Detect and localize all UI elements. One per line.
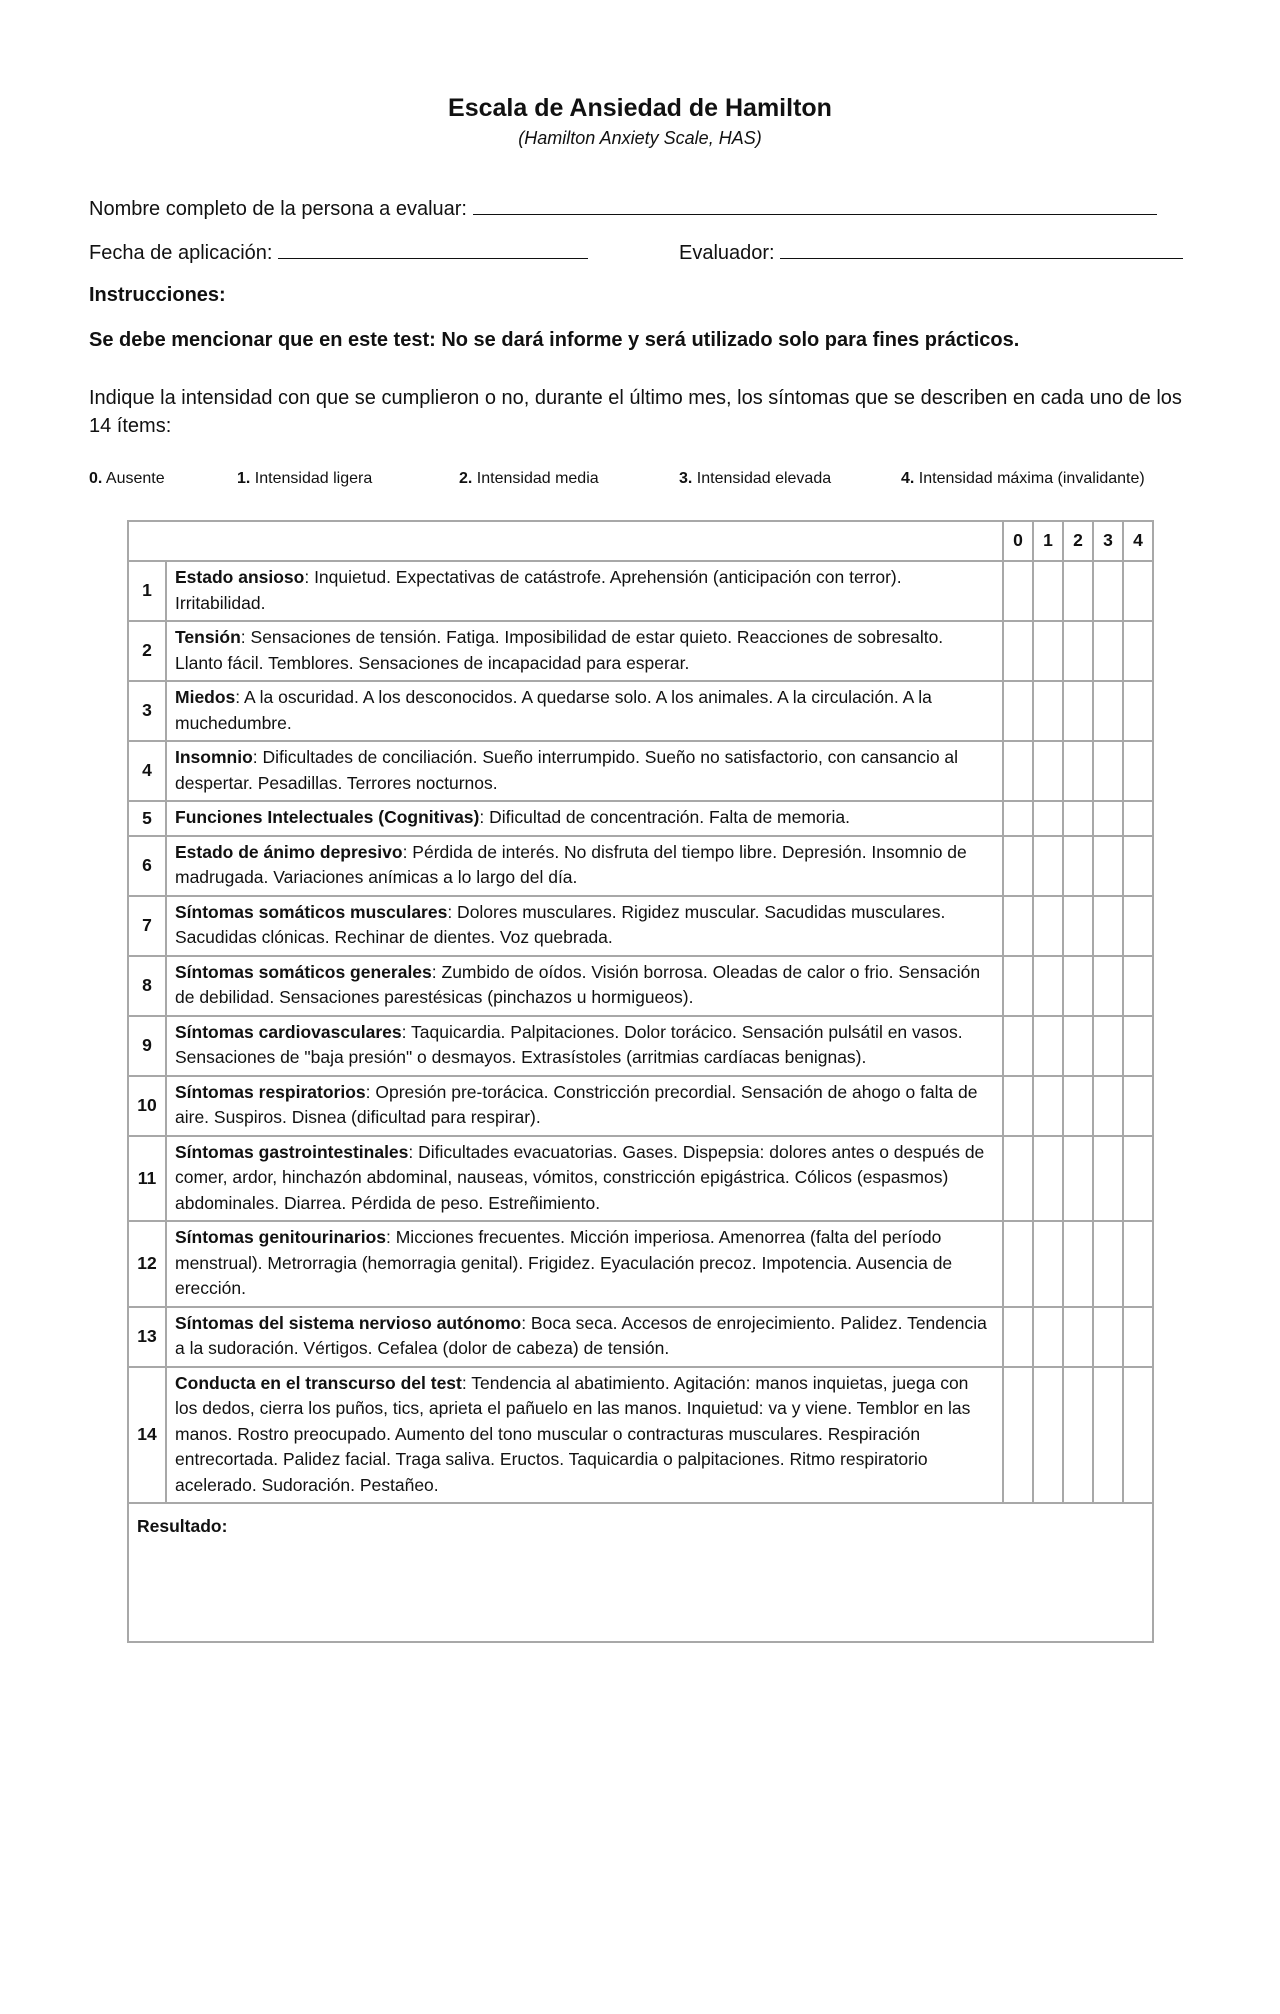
- item-term: Estado ansioso: [175, 567, 305, 587]
- scale-num: 1.: [237, 470, 251, 487]
- score-box-0[interactable]: [1003, 1136, 1033, 1222]
- table-header-row: [128, 521, 1153, 561]
- table-row: [128, 621, 1153, 681]
- score-box-4[interactable]: [1123, 836, 1153, 896]
- item-description: [166, 1136, 1003, 1222]
- score-box-3[interactable]: [1093, 741, 1123, 801]
- scale-label: Intensidad elevada: [696, 470, 832, 487]
- score-box-2[interactable]: [1063, 1307, 1093, 1367]
- item-number: 11: [128, 1136, 166, 1222]
- score-box-0[interactable]: [1003, 1367, 1033, 1504]
- result-label: Resultado:: [137, 1516, 228, 1536]
- score-box-1[interactable]: [1033, 621, 1063, 681]
- item-text: : Zumbido de oídos. Visión borrosa. Oleadas de calor o frio. Sensación de debilidad. Sensaciones parestésicas (pinchazos u hormigueos).: [175, 961, 981, 1007]
- item-text: : Inquietud. Expectativas de catástrofe. Aprehensión (anticipación con terror). Irritabilidad.: [175, 567, 902, 613]
- date-blank[interactable]: [278, 240, 588, 259]
- table-row: [128, 836, 1153, 896]
- scale-num: 3.: [679, 470, 693, 487]
- notice-text: Se debe mencionar que en este test: No se dará informe y será utilizado solo para fines prácticos.: [89, 329, 1020, 351]
- score-box-2[interactable]: [1063, 1367, 1093, 1504]
- item-number: 10: [128, 1076, 166, 1136]
- score-box-1[interactable]: [1033, 741, 1063, 801]
- item-description: [166, 1221, 1003, 1307]
- table-row: [128, 1367, 1153, 1504]
- item-term: Conducta en el transcurso del test: [175, 1372, 462, 1393]
- item-term: Síntomas somáticos generales: [175, 961, 432, 982]
- table-row: [128, 741, 1153, 801]
- item-term: Síntomas somáticos musculares: [175, 901, 448, 922]
- item-description: [166, 801, 1003, 836]
- table-row: [128, 1221, 1153, 1307]
- score-box-0[interactable]: [1003, 681, 1033, 741]
- score-box-0[interactable]: [1003, 741, 1033, 801]
- evaluator-field-row: [679, 240, 1183, 265]
- item-text: : Dificultad de concentración. Falta de memoria.: [479, 807, 850, 827]
- item-number: 1: [128, 561, 166, 621]
- item-description: [166, 1367, 1003, 1504]
- score-box-2[interactable]: [1063, 1076, 1093, 1136]
- table-row: [128, 1016, 1153, 1076]
- header-blank-cell: [128, 521, 1003, 561]
- score-box-4[interactable]: [1123, 801, 1153, 836]
- score-box-3[interactable]: [1093, 836, 1123, 896]
- score-box-1[interactable]: [1033, 1076, 1063, 1136]
- item-description: [166, 681, 1003, 741]
- score-box-0[interactable]: [1003, 561, 1033, 621]
- scale-label: Ausente: [105, 470, 165, 487]
- score-header-1: 1: [1033, 521, 1063, 561]
- score-box-1[interactable]: [1033, 1307, 1063, 1367]
- item-description: [166, 896, 1003, 956]
- score-box-2[interactable]: [1063, 681, 1093, 741]
- scale-num: 4.: [901, 470, 915, 487]
- table-row: [128, 956, 1153, 1016]
- score-box-4[interactable]: [1123, 1136, 1153, 1222]
- score-box-3[interactable]: [1093, 1367, 1123, 1504]
- scale-num: 0.: [89, 470, 103, 487]
- score-box-0[interactable]: [1003, 1307, 1033, 1367]
- item-number: 7: [128, 896, 166, 956]
- result-row: [128, 1503, 1153, 1642]
- score-box-3[interactable]: [1093, 1307, 1123, 1367]
- table-row: [128, 561, 1153, 621]
- score-box-4[interactable]: [1123, 896, 1153, 956]
- item-term: Insomnio: [175, 747, 253, 767]
- score-box-0[interactable]: [1003, 896, 1033, 956]
- table-row: [128, 801, 1153, 836]
- score-box-0[interactable]: [1003, 1076, 1033, 1136]
- intro-text: Indique la intensidad con que se cumplieron o no, durante el último mes, los síntomas que se describen en cada uno de los 14 ítems:: [89, 387, 1182, 437]
- instructions-heading: Instrucciones:: [89, 284, 226, 306]
- item-text: : Dificultades de conciliación. Sueño interrumpido. Sueño no satisfactorio, con cansancio al despertar. Pesadillas. Terrores nocturnos.: [175, 747, 959, 793]
- score-box-3[interactable]: [1093, 896, 1123, 956]
- score-box-3[interactable]: [1093, 801, 1123, 836]
- score-box-1[interactable]: [1033, 1016, 1063, 1076]
- item-text: : Pérdida de interés. No disfruta del tiempo libre. Depresión. Insomnio de madrugada. Variaciones anímicas a lo largo del día.: [175, 841, 967, 887]
- scale-item-4: [901, 470, 1145, 488]
- score-box-2[interactable]: [1063, 801, 1093, 836]
- table-row: [128, 896, 1153, 956]
- item-term: Tensión: [175, 627, 241, 647]
- item-description: [166, 1016, 1003, 1076]
- score-box-2[interactable]: [1063, 956, 1093, 1016]
- item-description: [166, 836, 1003, 896]
- item-text: : Opresión pre-torácica. Constricción precordial. Sensación de ahogo o falta de aire. Suspiros. Disnea (dificultad para respirar).: [175, 1081, 978, 1127]
- scale-label: Intensidad media: [476, 470, 599, 487]
- score-box-2[interactable]: [1063, 741, 1093, 801]
- item-description: [166, 1307, 1003, 1367]
- table-row: [128, 1307, 1153, 1367]
- scale-item-2: [459, 470, 599, 488]
- item-number: 8: [128, 956, 166, 1016]
- scale-num: 2.: [459, 470, 473, 487]
- item-number: 3: [128, 681, 166, 741]
- scale-item-3: [679, 470, 831, 488]
- score-box-1[interactable]: [1033, 896, 1063, 956]
- score-box-2[interactable]: [1063, 836, 1093, 896]
- score-box-0[interactable]: [1003, 801, 1033, 836]
- score-box-0[interactable]: [1003, 836, 1033, 896]
- item-term: Funciones Intelectuales (Cognitivas): [175, 807, 480, 827]
- scale-item-0: [89, 470, 165, 488]
- score-box-2[interactable]: [1063, 621, 1093, 681]
- score-box-2[interactable]: [1063, 1136, 1093, 1222]
- name-field-row: [89, 196, 1157, 221]
- page-title: Escala de Ansiedad de Hamilton: [448, 94, 832, 122]
- item-term: Estado de ánimo depresivo: [175, 841, 403, 862]
- hamilton-scale-table: [127, 520, 1154, 1643]
- score-box-3[interactable]: [1093, 1076, 1123, 1136]
- name-blank[interactable]: [473, 196, 1157, 215]
- scale-item-1: [237, 470, 372, 488]
- item-text: : Micciones frecuentes. Micción imperiosa. Amenorrea (falta del período menstrual). Metrorragia (hemorragia genital). Frigidez. Eyaculación precoz. Impotencia. Ausencia de erección.: [175, 1227, 953, 1298]
- score-box-4[interactable]: [1123, 1367, 1153, 1504]
- table-row: [128, 1076, 1153, 1136]
- score-box-3[interactable]: [1093, 621, 1123, 681]
- item-text: : Sensaciones de tensión. Fatiga. Imposibilidad de estar quieto. Reacciones de sobresalto. Llanto fácil. Temblores. Sensaciones de incapacidad para esperar.: [175, 627, 944, 673]
- item-number: 5: [128, 801, 166, 836]
- item-description: [166, 561, 1003, 621]
- score-box-2[interactable]: [1063, 561, 1093, 621]
- item-text: : Tendencia al abatimiento. Agitación: manos inquietas, juega con los dedos, cierra los puños, tics, aprieta el pañuelo en las manos. Inquietud: va y viene. Temblor en las manos. Rostro preocupado. Aumento del tono muscular o contracturas musculares. Respiración entrecortada. Palidez facial. Traga saliva. Eructos. Taquicardia o palpitaciones. Ritmo respiratorio acelerado. Sudoración. Pestañeo.: [175, 1372, 971, 1495]
- score-box-3[interactable]: [1093, 1016, 1123, 1076]
- score-box-1[interactable]: [1033, 681, 1063, 741]
- item-number: 12: [128, 1221, 166, 1307]
- result-cell[interactable]: [128, 1503, 1153, 1642]
- item-text: : Taquicardia. Palpitaciones. Dolor torácico. Sensación pulsátil en vasos. Sensaciones de "baja presión" o desmayos. Extrasístoles (arritmias cardíacas benignas).: [175, 1021, 963, 1067]
- score-header-3: 3: [1093, 521, 1123, 561]
- score-box-1[interactable]: [1033, 1367, 1063, 1504]
- item-term: Síntomas genitourinarios: [175, 1227, 386, 1247]
- score-box-0[interactable]: [1003, 1221, 1033, 1307]
- scale-label: Intensidad ligera: [254, 470, 373, 487]
- score-box-2[interactable]: [1063, 1016, 1093, 1076]
- score-box-3[interactable]: [1093, 681, 1123, 741]
- score-box-4[interactable]: [1123, 1076, 1153, 1136]
- date-label: Fecha de aplicación:: [89, 242, 273, 264]
- score-box-1[interactable]: [1033, 1221, 1063, 1307]
- item-term: Miedos: [175, 687, 236, 707]
- item-description: [166, 1076, 1003, 1136]
- score-box-0[interactable]: [1003, 1016, 1033, 1076]
- date-field-row: [89, 240, 588, 265]
- score-box-4[interactable]: [1123, 1221, 1153, 1307]
- table-row: [128, 681, 1153, 741]
- score-box-4[interactable]: [1123, 561, 1153, 621]
- table-row: [128, 1136, 1153, 1222]
- score-box-1[interactable]: [1033, 836, 1063, 896]
- score-box-2[interactable]: [1063, 1221, 1093, 1307]
- item-text: : Boca seca. Accesos de enrojecimiento. Palidez. Tendencia a la sudoración. Vértigos. Cefalea (dolor de cabeza) de tensión.: [175, 1312, 987, 1358]
- score-box-4[interactable]: [1123, 621, 1153, 681]
- scale-label: Intensidad máxima (invalidante): [918, 470, 1145, 487]
- evaluator-label: Evaluador:: [679, 242, 775, 264]
- item-term: Síntomas cardiovasculares: [175, 1021, 402, 1042]
- score-box-1[interactable]: [1033, 1136, 1063, 1222]
- score-header-4: 4: [1123, 521, 1153, 561]
- score-box-4[interactable]: [1123, 956, 1153, 1016]
- score-box-0[interactable]: [1003, 956, 1033, 1016]
- score-box-3[interactable]: [1093, 1221, 1123, 1307]
- item-text: : Dolores musculares. Rigidez muscular. Sacudidas musculares. Sacudidas clónicas. Rechinar de dientes. Voz quebrada.: [175, 901, 946, 947]
- score-box-1[interactable]: [1033, 561, 1063, 621]
- item-number: 4: [128, 741, 166, 801]
- page-subtitle: (Hamilton Anxiety Scale, HAS): [518, 128, 762, 148]
- item-term: Síntomas gastrointestinales: [175, 1141, 409, 1162]
- item-term: Síntomas del sistema nervioso autónomo: [175, 1312, 522, 1333]
- item-description: [166, 741, 1003, 801]
- score-box-4[interactable]: [1123, 1016, 1153, 1076]
- item-description: [166, 621, 1003, 681]
- score-header-2: 2: [1063, 521, 1093, 561]
- item-number: 9: [128, 1016, 166, 1076]
- score-box-1[interactable]: [1033, 956, 1063, 1016]
- score-box-4[interactable]: [1123, 681, 1153, 741]
- score-box-0[interactable]: [1003, 621, 1033, 681]
- name-label: Nombre completo de la persona a evaluar:: [89, 198, 467, 220]
- item-number: 13: [128, 1307, 166, 1367]
- score-box-1[interactable]: [1033, 801, 1063, 836]
- evaluator-blank[interactable]: [780, 240, 1183, 259]
- score-box-4[interactable]: [1123, 741, 1153, 801]
- item-text: : Dificultades evacuatorias. Gases. Dispepsia: dolores antes o después de comer, ardor, hinchazón abdominal, nauseas, vómitos, constricción epigástrica. Cólicos (espasmos) abdominales. Diarrea. Pérdida de peso. Estreñimiento.: [175, 1141, 985, 1213]
- score-box-4[interactable]: [1123, 1307, 1153, 1367]
- score-box-3[interactable]: [1093, 956, 1123, 1016]
- item-text: : A la oscuridad. A los desconocidos. A quedarse solo. A los animales. A la circulación. A la muchedumbre.: [175, 687, 932, 733]
- item-number: 2: [128, 621, 166, 681]
- item-number: 14: [128, 1367, 166, 1504]
- score-box-3[interactable]: [1093, 1136, 1123, 1222]
- item-number: 6: [128, 836, 166, 896]
- item-description: [166, 956, 1003, 1016]
- item-term: Síntomas respiratorios: [175, 1081, 366, 1102]
- score-box-2[interactable]: [1063, 896, 1093, 956]
- score-header-0: 0: [1003, 521, 1033, 561]
- score-box-3[interactable]: [1093, 561, 1123, 621]
